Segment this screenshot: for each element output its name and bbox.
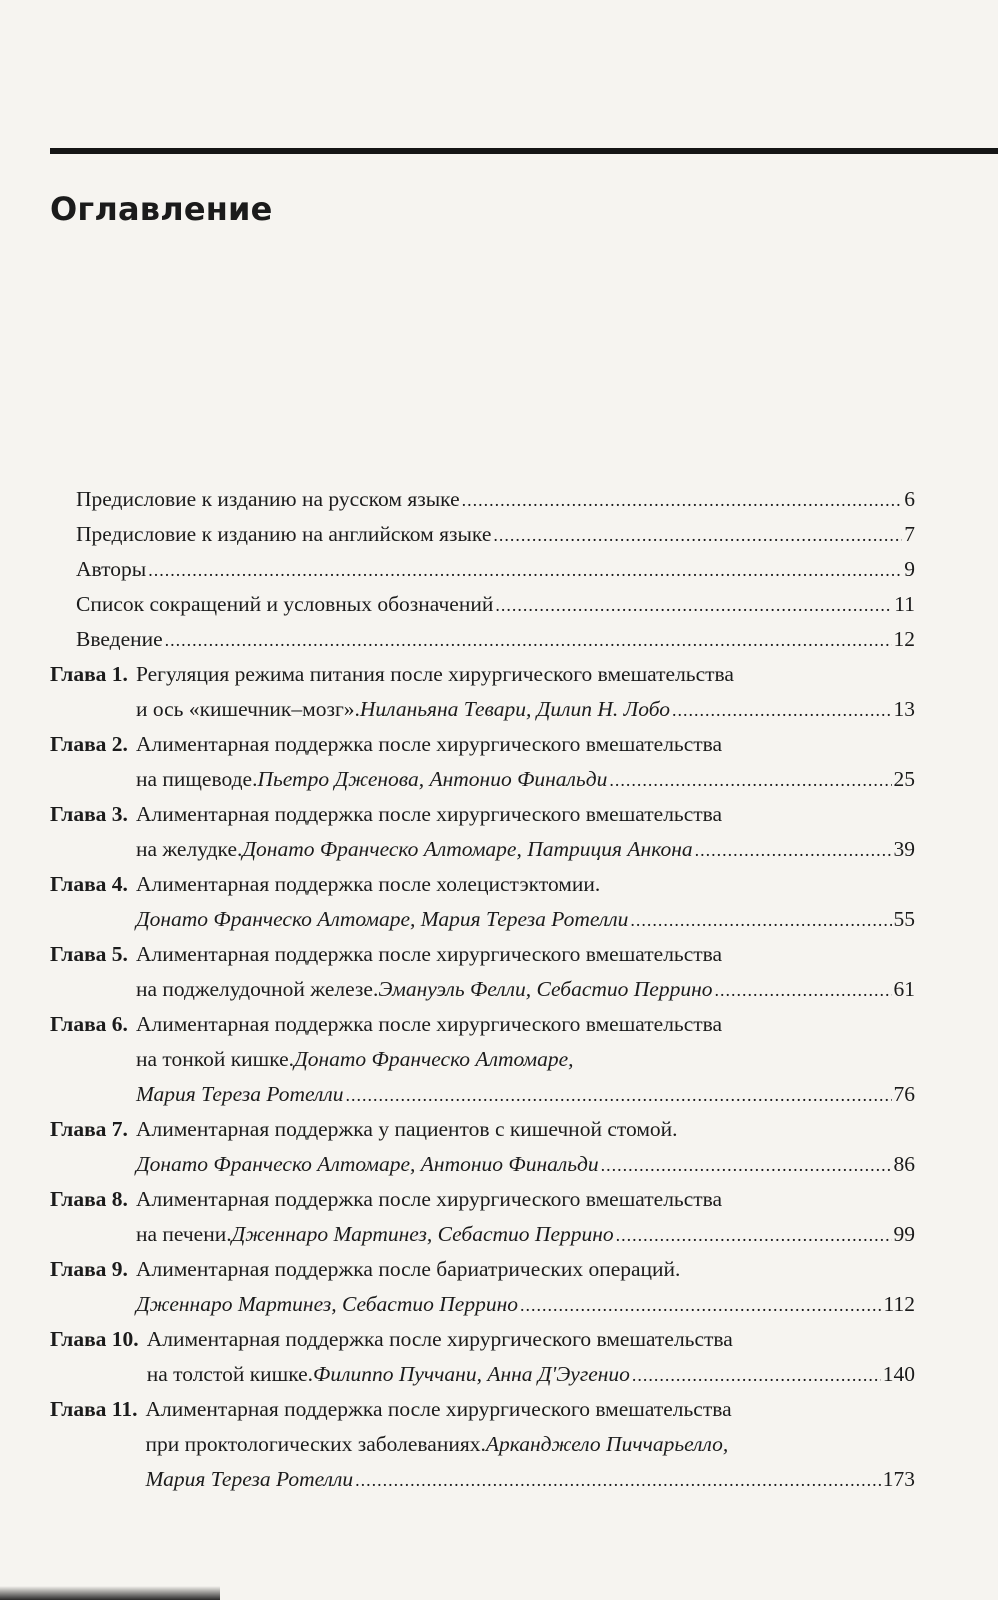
- chapter-authors: Филиппо Пуччани, Анна Д'Эугенио: [313, 1362, 630, 1386]
- toc-entry[interactable]: [50, 482, 915, 517]
- dot-leaders: [672, 693, 892, 728]
- toc-entry-title: Введение: [76, 627, 163, 651]
- toc-chapter-entry[interactable]: [50, 1392, 915, 1497]
- toc-page-number: 61: [893, 977, 915, 1001]
- chapter-body: [136, 867, 915, 937]
- chapter-body: [136, 1182, 915, 1252]
- toc-chapter-entry[interactable]: [50, 1007, 915, 1112]
- chapter-body: [147, 1322, 915, 1392]
- toc-entry-final-line: [76, 517, 915, 552]
- top-rule: [50, 148, 998, 154]
- dot-leaders: [493, 518, 902, 553]
- chapter-authors-cont: Мария Тереза Ротелли: [145, 1467, 354, 1491]
- toc-page-number: 25: [893, 767, 915, 791]
- chapter-authors: Арканджело Пиччарьелло,: [485, 1432, 729, 1456]
- toc-entry-final-line: [76, 482, 915, 517]
- chapter-authors: Эмануэль Фелли, Себастио Перрино: [378, 977, 713, 1001]
- chapter-title: Алиментарная поддержка у пациентов с кишечной стомой.: [135, 1117, 678, 1141]
- dot-leaders: [346, 1078, 892, 1113]
- chapter-label: Глава 2.: [50, 732, 128, 756]
- chapter-title: Регуляция режима питания после хирургического вмешательства: [135, 662, 734, 686]
- dot-leaders: [148, 553, 902, 588]
- toc-entry-final-line: [76, 552, 915, 587]
- dot-leaders: [609, 763, 891, 798]
- toc-page-number: 39: [893, 837, 915, 861]
- chapter-title-line: [146, 1427, 916, 1462]
- chapter-label: Глава 4.: [50, 872, 128, 896]
- chapter-authors: Дженнаро Мартинез, Себастио Перрино: [135, 1292, 518, 1316]
- dot-leaders: [355, 1463, 881, 1498]
- dot-leaders: [715, 973, 892, 1008]
- toc-page-number: 9: [904, 557, 915, 581]
- toc-entry-final-line: [136, 902, 915, 937]
- toc-entry-final-line: [136, 1287, 915, 1322]
- toc-chapter-entry[interactable]: [50, 1322, 915, 1392]
- dot-leaders: [462, 483, 903, 518]
- chapter-title-cont: на поджелудочной железе.: [135, 977, 379, 1001]
- toc-page-number: 86: [893, 1152, 915, 1176]
- chapter-title: Алиментарная поддержка после бариатрических операций.: [135, 1257, 681, 1281]
- toc-entry-final-line: [136, 1077, 915, 1112]
- chapter-label: Глава 10.: [50, 1327, 139, 1351]
- chapter-title-line: [136, 1042, 915, 1077]
- toc-chapter-entry[interactable]: [50, 727, 915, 797]
- chapter-authors: Ниланьяна Тевари, Дилип Н. Лобо: [359, 697, 670, 721]
- chapter-authors: Донато Франческо Алтомаре, Мария Тереза Ротелли: [135, 907, 629, 931]
- toc-page-number: 76: [893, 1082, 915, 1106]
- chapter-title-cont: на толстой кишке.: [146, 1362, 314, 1386]
- chapter-title: Алиментарная поддержка после хирургического вмешательства: [135, 1012, 723, 1036]
- chapter-title-cont: на печени.: [135, 1222, 232, 1246]
- chapter-title: Алиментарная поддержка после хирургического вмешательства: [135, 942, 723, 966]
- toc-page-number: 11: [894, 592, 915, 616]
- chapter-label: Глава 11.: [50, 1397, 138, 1421]
- toc-entry-final-line: [136, 762, 915, 797]
- chapter-label: Глава 1.: [50, 662, 128, 686]
- toc-page-number: 6: [904, 487, 915, 511]
- chapter-authors: Пьетро Дженова, Антонио Финальди: [257, 767, 608, 791]
- chapter-title-cont: на желудке.: [135, 837, 243, 861]
- toc-entry[interactable]: [50, 622, 915, 657]
- chapter-title: Алиментарная поддержка после хирургического вмешательства: [145, 1397, 732, 1421]
- dot-leaders: [495, 588, 892, 623]
- dot-leaders: [632, 1358, 881, 1393]
- toc-entry-final-line: [136, 972, 915, 1007]
- toc-chapter-entry[interactable]: [50, 1252, 915, 1322]
- chapter-authors-cont: Мария Тереза Ротелли: [135, 1082, 344, 1106]
- dot-leaders: [520, 1288, 882, 1323]
- toc-entry-title: Авторы: [76, 557, 147, 581]
- chapter-title: Алиментарная поддержка после хирургического вмешательства: [135, 732, 723, 756]
- toc-entry[interactable]: [50, 552, 915, 587]
- toc-entry[interactable]: [50, 587, 915, 622]
- chapter-authors: Дженнаро Мартинез, Себастио Перрино: [231, 1222, 614, 1246]
- dot-leaders: [165, 623, 892, 658]
- chapter-body: [136, 1252, 915, 1322]
- toc-entry-title: Предисловие к изданию на английском языке: [76, 522, 492, 546]
- chapter-body: [136, 1007, 915, 1112]
- chapter-body: [136, 797, 915, 867]
- toc-chapter-entry[interactable]: [50, 1182, 915, 1252]
- toc-entry-final-line: [76, 587, 915, 622]
- toc-chapter-entry[interactable]: [50, 657, 915, 727]
- chapter-body: [146, 1392, 916, 1497]
- chapter-authors: Донато Франческо Алтомаре, Антонио Финальди: [135, 1152, 599, 1176]
- toc-page-number: 112: [883, 1292, 915, 1316]
- chapter-title-cont: на тонкой кишке.: [135, 1047, 295, 1071]
- toc-page-number: 7: [904, 522, 915, 546]
- chapter-label: Глава 7.: [50, 1117, 128, 1141]
- chapter-title-cont: и ось «кишечник–мозг».: [135, 697, 360, 721]
- chapter-title-cont: на пищеводе.: [135, 767, 258, 791]
- chapter-body: [136, 937, 915, 1007]
- chapter-body: [136, 657, 915, 727]
- toc-entry-title: Предисловие к изданию на русском языке: [76, 487, 460, 511]
- chapter-label: Глава 9.: [50, 1257, 128, 1281]
- chapter-label: Глава 5.: [50, 942, 128, 966]
- chapter-label: Глава 3.: [50, 802, 128, 826]
- chapter-label: Глава 6.: [50, 1012, 128, 1036]
- chapter-label: Глава 8.: [50, 1187, 128, 1211]
- page-edge-shadow: [0, 1586, 220, 1600]
- toc-chapter-entry[interactable]: [50, 867, 915, 937]
- toc-entry[interactable]: [50, 517, 915, 552]
- chapter-title: Алиментарная поддержка после хирургического вмешательства: [146, 1327, 733, 1351]
- toc-entry-final-line: [136, 692, 915, 727]
- toc-entry-final-line: [146, 1462, 916, 1497]
- dot-leaders: [630, 903, 891, 938]
- chapter-title: Алиментарная поддержка после хирургического вмешательства: [135, 1187, 723, 1211]
- chapter-title: Алиментарная поддержка после хирургического вмешательства: [135, 802, 723, 826]
- toc-chapter-entry[interactable]: [50, 937, 915, 1007]
- chapter-title-cont: при проктологических заболеваниях.: [145, 1432, 486, 1456]
- dot-leaders: [601, 1148, 892, 1183]
- toc-entry-title: Список сокращений и условных обозначений: [76, 592, 494, 616]
- toc-entry-final-line: [136, 1147, 915, 1182]
- chapter-title: Алиментарная поддержка после холецистэктомии.: [135, 872, 601, 896]
- toc-chapter-entry[interactable]: [50, 797, 915, 867]
- table-of-contents: [50, 482, 915, 1497]
- chapter-body: [136, 1112, 915, 1182]
- dot-leaders: [616, 1218, 892, 1253]
- toc-entry-final-line: [76, 622, 915, 657]
- dot-leaders: [695, 833, 892, 868]
- toc-page-number: 173: [882, 1467, 915, 1491]
- toc-page-number: 13: [893, 697, 915, 721]
- toc-page-number: 55: [893, 907, 915, 931]
- toc-entry-final-line: [147, 1357, 915, 1392]
- chapter-body: [136, 727, 915, 797]
- chapter-authors: Донато Франческо Алтомаре,: [294, 1047, 574, 1071]
- chapter-authors: Донато Франческо Алтомаре, Патриция Анкона: [242, 837, 693, 861]
- toc-page-number: 99: [893, 1222, 915, 1246]
- toc-entry-final-line: [136, 1217, 915, 1252]
- toc-page-number: 12: [893, 627, 915, 651]
- page-title: Оглавление: [50, 190, 273, 228]
- toc-chapter-entry[interactable]: [50, 1112, 915, 1182]
- toc-entry-final-line: [136, 832, 915, 867]
- toc-page-number: 140: [882, 1362, 915, 1386]
